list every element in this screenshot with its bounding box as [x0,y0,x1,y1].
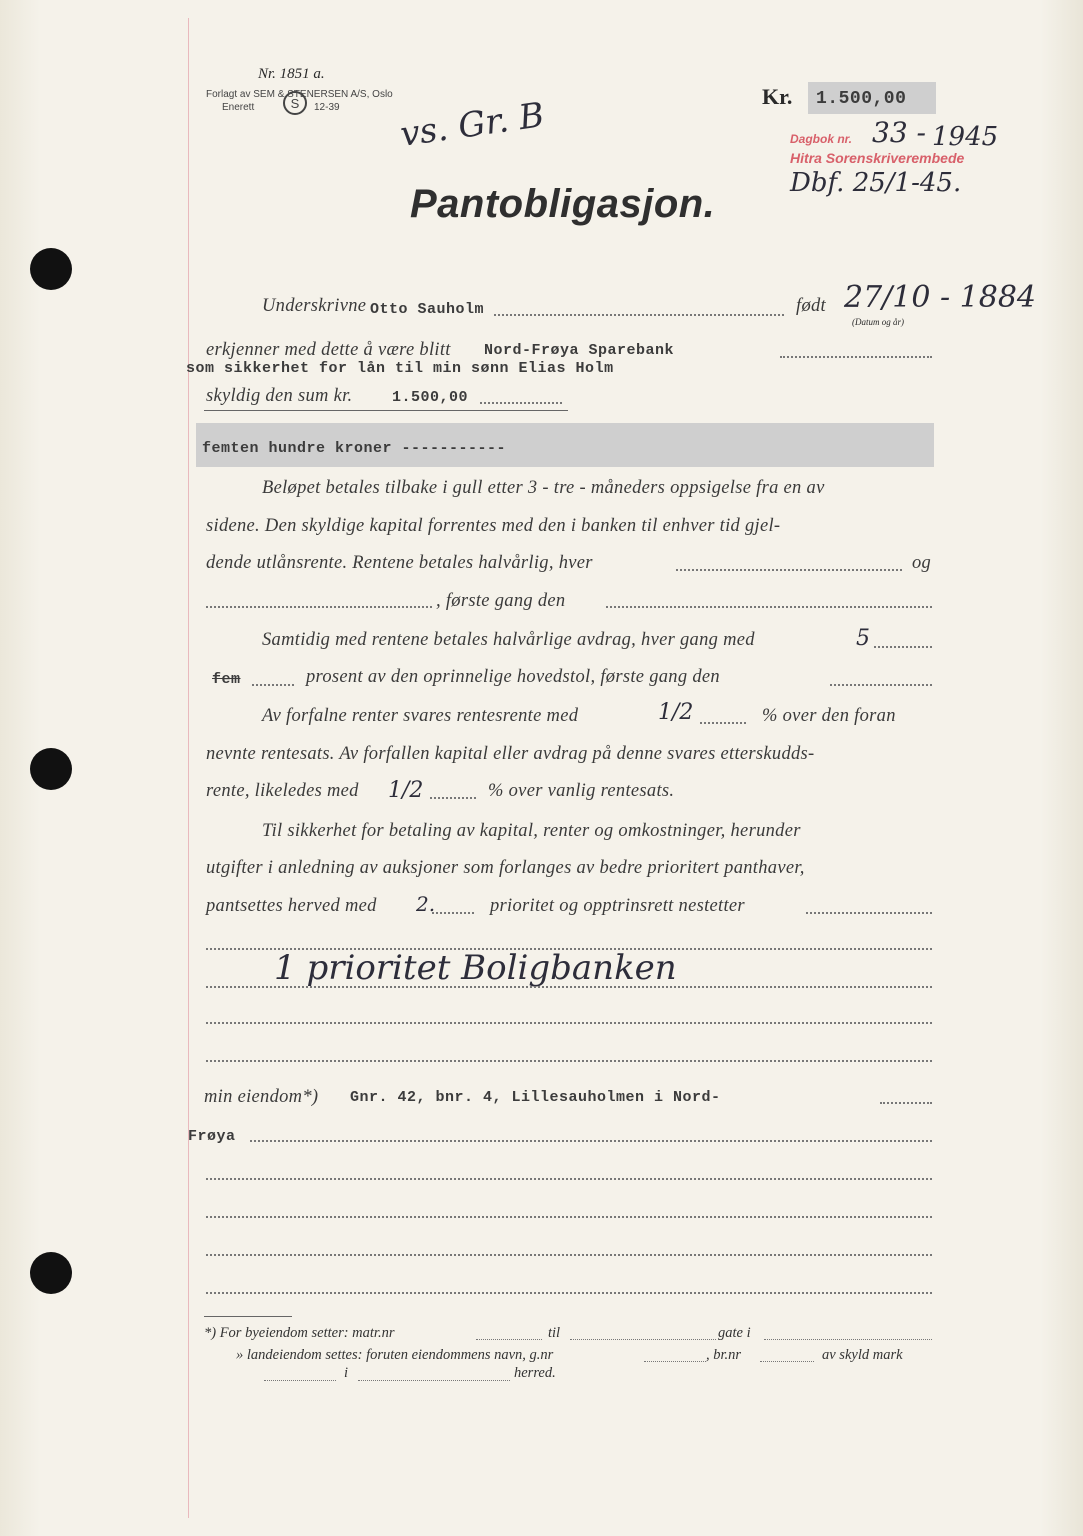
fill-line [676,569,902,571]
prior-lien: 1 prioritet Boligbanken [274,948,677,988]
sum-in-words: femten hundre kroner ----------- [202,440,507,457]
sum-underline [204,410,568,411]
fill-line [764,1339,932,1340]
punch-hole [30,748,72,790]
text-line: Beløpet betales tilbake i gull etter 3 - tre - måneders oppsigelse fra en av [262,478,825,498]
fill-line [476,1339,542,1340]
text-line: sidene. Den skyldige kapital forrentes med den i banken til enhver tid gjel- [206,516,781,536]
fill-line [700,722,746,724]
text-line: nevnte rentesats. Av forfallen kapital eller avdrag på denne svares etterskudds- [206,744,815,764]
fill-line [880,1102,932,1104]
debtor-name: Otto Sauholm [370,301,485,318]
interest-rate-2: 1/2 [388,778,424,803]
footnote-line: gate i [718,1325,751,1341]
punch-hole [30,248,72,290]
fill-line [206,606,432,608]
footnote-line: av skyld mark [822,1347,903,1363]
margin-line [188,18,189,1518]
fill-line [806,912,932,914]
amount-label: Kr. [762,84,793,109]
fill-line [206,1254,932,1256]
text-line: pantsettes herved med [206,896,377,916]
loan-purpose: som sikkerhet for lån til min sønn Elias Holm [186,360,614,377]
interest-rate-1: 1/2 [658,700,694,725]
installment-percent-words: fem [212,671,241,688]
fill-line [760,1361,814,1362]
form-number: Nr. 1851 a. [258,66,325,82]
publisher-logo [282,90,308,116]
footnote-line: herred. [514,1365,556,1381]
fill-line [830,684,932,686]
punch-hole [30,1252,72,1294]
svg-text:S: S [290,96,300,111]
fill-line [430,797,476,799]
born-value: 27/10 - 1884 [844,280,1037,315]
fill-line [494,314,784,316]
fill-line [480,402,562,404]
footnote-line: i [344,1365,349,1381]
fill-line [264,1380,336,1381]
property-value-cont: Frøya [188,1128,236,1145]
text-line: prosent av den oprinnelige hovedstol, første gang den [306,667,720,687]
footnote-line: » landeiendom settes: foruten eiendommens navn, g.nr [236,1347,554,1363]
text-line: , første gang den [436,591,566,611]
form-date: 12-39 [314,102,340,113]
text-line: Til sikkerhet for betaling av kapital, renter og omkostninger, herunder [262,821,801,841]
fill-line [432,912,474,914]
registered-note: Dbf. 25/1-45. [790,168,962,198]
text-line: prioritet og opptrinsrett nestetter [490,896,745,916]
fill-line [606,606,932,608]
fill-line [206,1022,932,1024]
sum-label: skyldig den sum kr. [206,386,353,406]
footnote-line: , br.nr [706,1347,742,1363]
amount-value: 1.500,00 [816,89,907,109]
office-stamp: Hitra Sorenskriverembede [790,150,965,166]
journal-label: Dagbok nr. [790,132,853,146]
fill-line [644,1361,706,1362]
fill-line [206,1178,932,1180]
publisher-line: Forlagt av SEM & STENERSEN A/S, Oslo [206,89,393,100]
creditor-name: Nord-Frøya Sparebank [484,342,675,359]
priority-number: 2. [416,892,436,916]
text-line: Samtidig med rentene betales halvårlige avdrag, hver gang med [262,630,755,650]
footnote-rule [204,1316,292,1317]
born-hint: (Datum og år) [852,317,904,327]
text-line: og [912,553,932,573]
property-label: min eiendom*) [204,1087,319,1107]
debtor-label: Underskrivne [262,296,367,316]
document-title: Pantobligasjon. [410,182,716,226]
creditor-label: erkjenner med dette å være blitt [206,340,451,360]
fill-line [206,1216,932,1218]
fill-line [250,1140,932,1142]
text-line: utgifter i anledning av auksjoner som forlanges av bedre prioritert panthaver, [206,858,805,878]
text-line: % over den foran [762,706,896,726]
text-line: Av forfalne renter svares rentesrente med [262,706,579,726]
sum-value: 1.500,00 [392,389,469,406]
journal-number: 33 - [872,116,926,149]
footnote-line: *) For byeiendom setter: matr.nr [204,1325,395,1341]
fill-line [570,1339,716,1340]
fill-line [358,1380,510,1381]
fill-line [780,356,932,358]
fill-line [206,986,932,988]
fill-line [206,1060,932,1062]
born-label: født [796,296,826,316]
fill-line [874,646,932,648]
fill-line [206,1292,932,1294]
text-line: % over vanlig rentesats. [488,781,675,801]
text-line: rente, likeledes med [206,781,359,801]
property-value: Gnr. 42, bnr. 4, Lillesauholmen i Nord- [350,1089,721,1106]
fill-line [252,684,294,686]
installment-percent: 5 [856,626,870,651]
text-line: dende utlånsrente. Rentene betales halvårlig, hver [206,553,593,573]
handwritten-reference: vs. Gr. B [397,95,547,155]
copyright-line: Enerett [222,102,255,113]
journal-year: 1945 [932,122,999,152]
footnote-line: til [548,1325,561,1341]
